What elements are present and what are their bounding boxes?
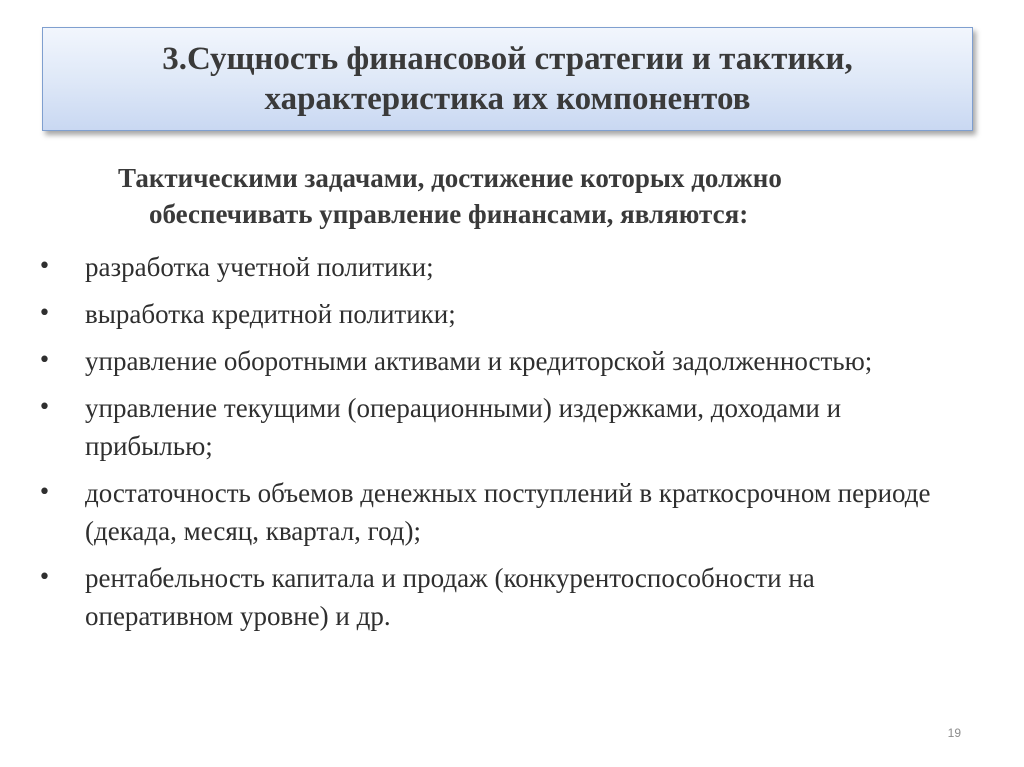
bullet-icon: •: [38, 395, 51, 420]
page-number: 19: [947, 726, 961, 740]
slide-title-line-1: 3.Сущность финансовой стратегии и тактики,: [162, 41, 853, 77]
list-item: [38, 559, 938, 635]
list-item: [38, 389, 938, 465]
bullet-icon: •: [38, 301, 51, 326]
list-item-text: выработка кредитной политики;: [85, 299, 456, 329]
slide-title-box: [42, 27, 973, 131]
intro-heading-line-1: Тактическими задачами, достижение которых должно: [118, 163, 782, 193]
bullet-icon: •: [38, 254, 51, 279]
list-item: [38, 474, 938, 550]
intro-heading-line-2: обеспечивать управление финансами, являются:: [149, 199, 749, 229]
intro-heading: [80, 160, 940, 232]
list-item: [38, 295, 938, 333]
list-item-text: управление текущими (операционными) издержками, доходами и прибылью;: [85, 393, 842, 461]
slide-title-line-2: характеристика их компонентов: [264, 81, 751, 117]
list-item-text: разработка учетной политики;: [85, 252, 434, 282]
bullet-icon: •: [38, 348, 51, 373]
list-item-text: рентабельность капитала и продаж (конкурентоспособности на оперативном уровне) и др.: [85, 563, 815, 631]
bullet-icon: •: [38, 480, 51, 505]
list-item-text: достаточность объемов денежных поступлений в краткосрочном периоде (декада, месяц, квартал, год);: [85, 478, 931, 546]
list-item: [38, 248, 938, 286]
task-list: [38, 248, 938, 644]
list-item: [38, 342, 938, 380]
list-item-text: управление оборотными активами и кредиторской задолженностью;: [85, 346, 873, 376]
bullet-icon: •: [38, 565, 51, 590]
